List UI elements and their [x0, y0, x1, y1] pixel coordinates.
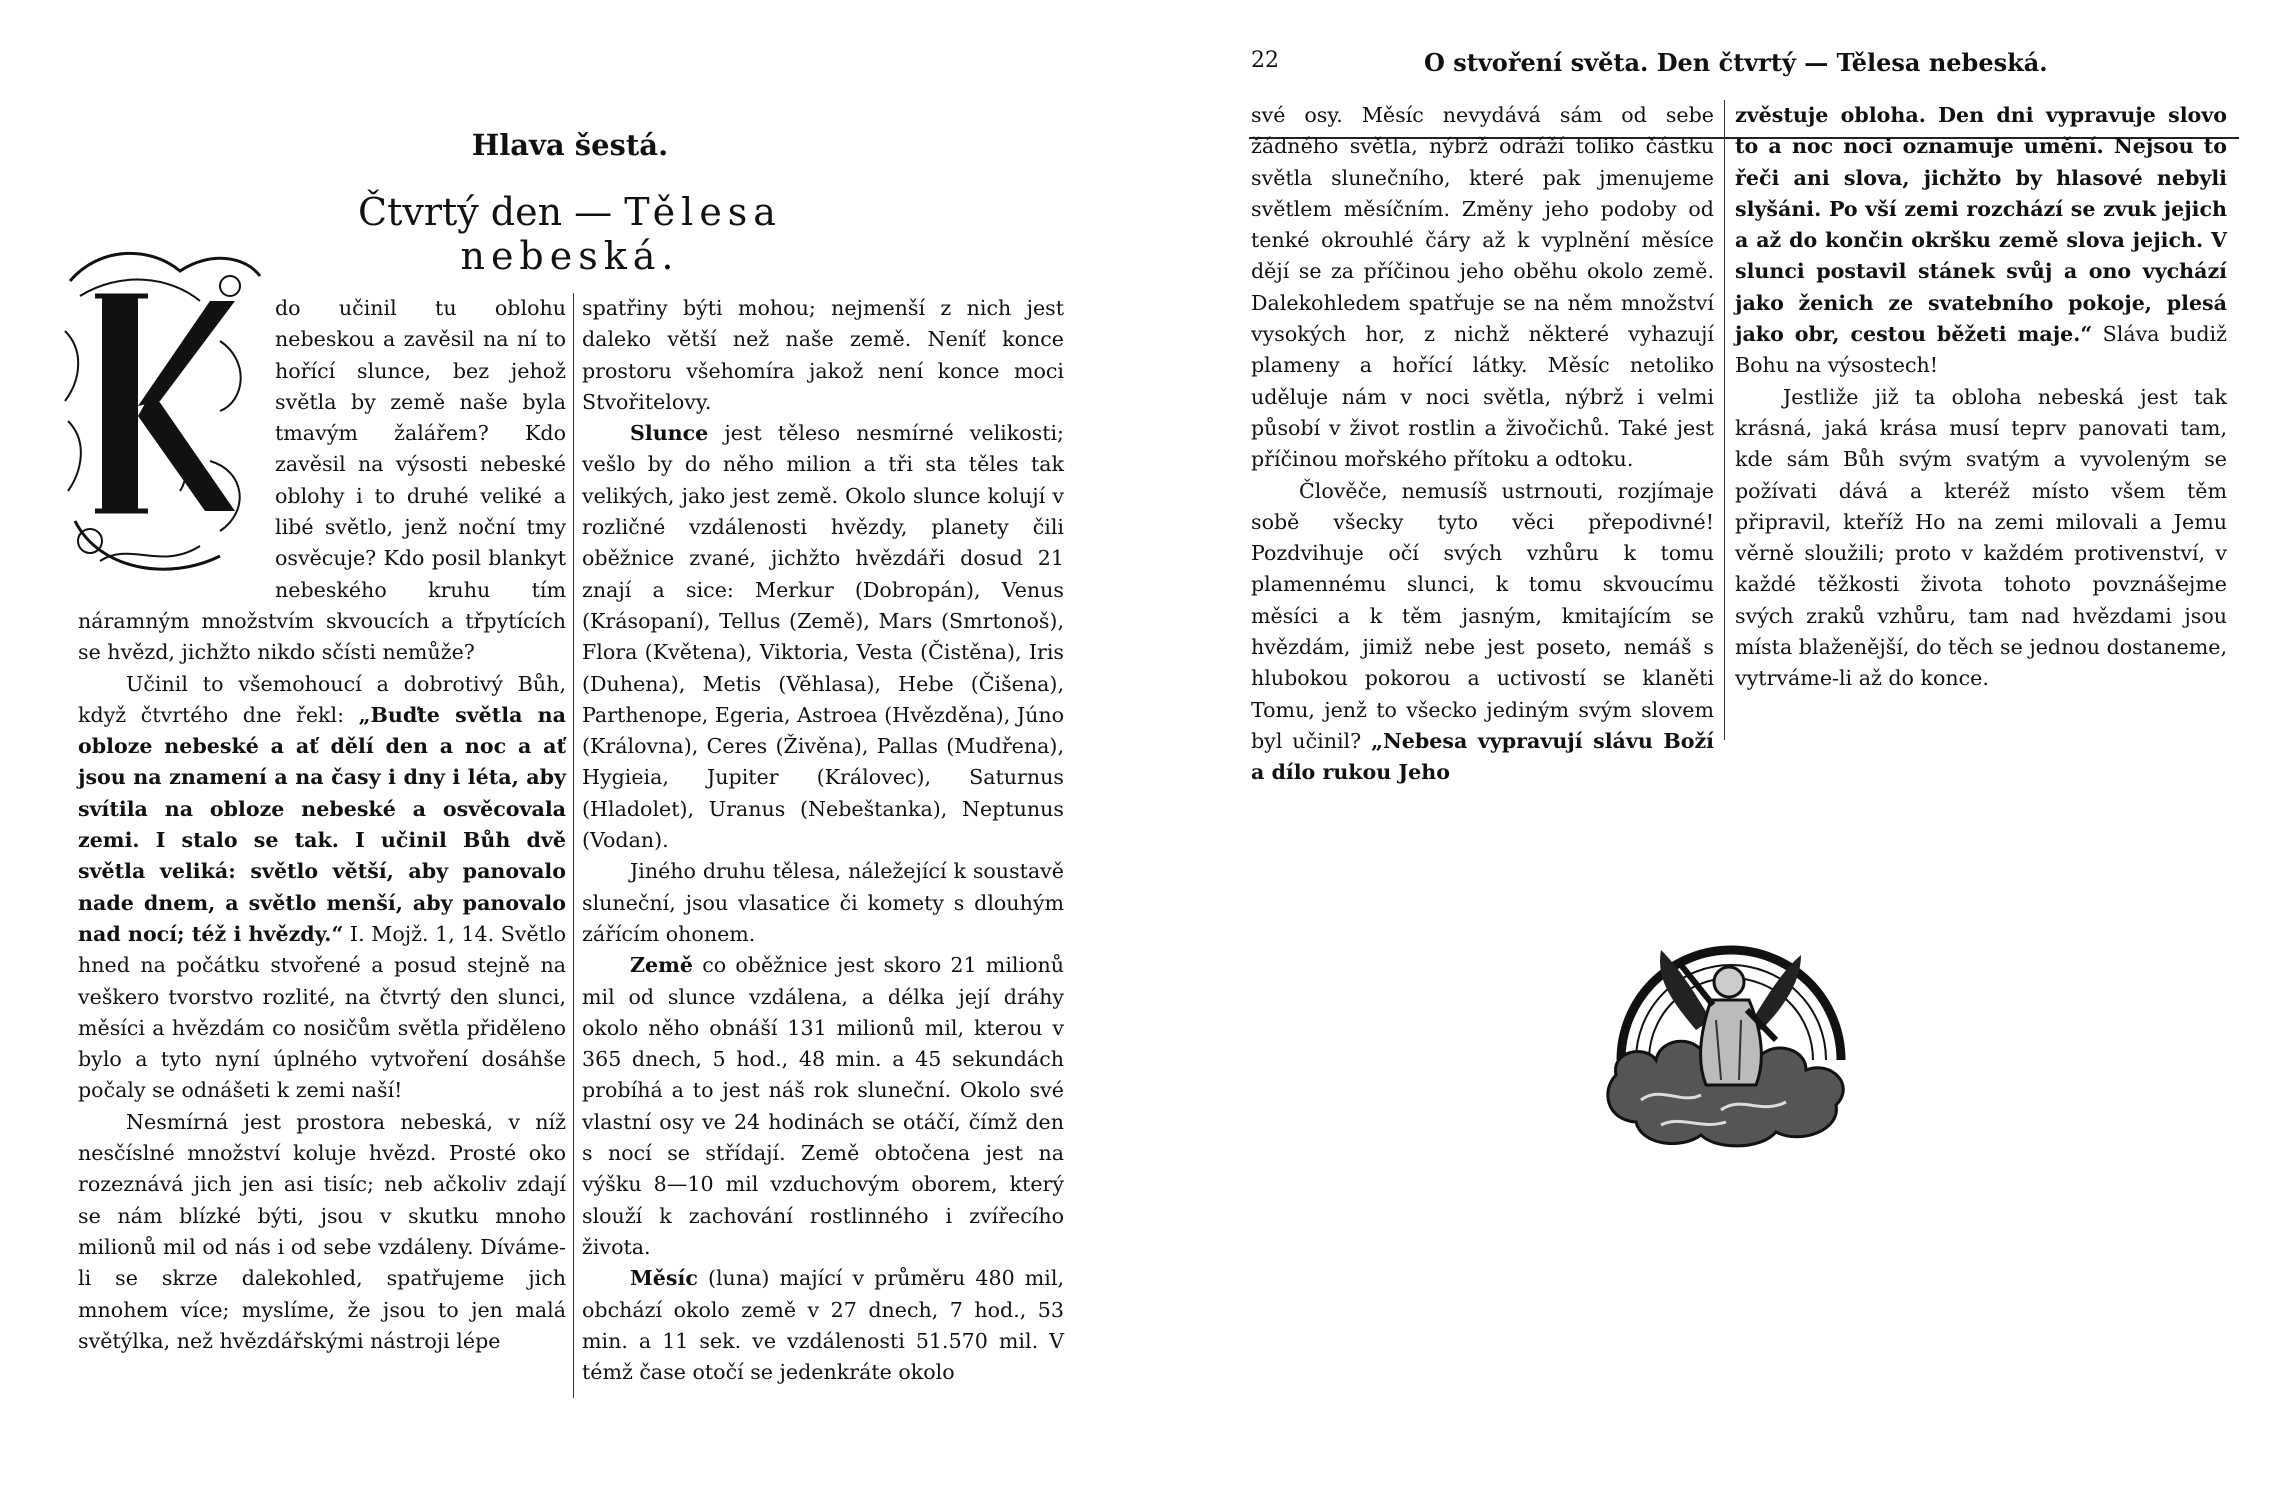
- paragraph-conclusion: Jestliže již ta obloha nebeská jest tak krásná, jaká krása musí teprv panovati tam, kde sám Bůh svým svatým a vyvoleným se požívati dává a kteréž místo všem těm připravil, kteříž Ho na zemi milovali a Jemu věrně sloužili; proto v každém protivenství, v každé těžkosti života tohoto povznášejme svých zraků vzhůru, tam nad hvězdami jsou místa blaženější, do těch se jednou dostaneme, vytrváme-li až do konce.: [1735, 384, 2227, 691]
- section-title: [270, 190, 870, 278]
- section-title-part-a: Čtvrtý den —: [358, 190, 613, 234]
- paragraph-comets: Jiného druhu tělesa, náležející k soustavě sluneční, jsou vlasatice či komety s dlouhým zářícím ohonem.: [582, 859, 1064, 946]
- paragraph-moon: [582, 1263, 1064, 1388]
- running-title: O stvoření světa. Den čtvrtý — Tělesa nebeská.: [1424, 48, 2048, 77]
- moon-text: (luna) mající v průměru 480 mil, obchází okolo země v 27 dnech, 7 hod., 53 min. a 11 sek. ve vzdálenosti 51.570 mil. V témž čase otočí se jedenkráte okolo: [582, 1266, 1064, 1385]
- sun-lead: Slunce: [630, 421, 709, 446]
- earth-text: co oběžnice jest skoro 21 milionů mil od slunce vzdálena, a délka její dráhy okolo něho obnáší 131 milionů mil, kterou v 365 dnech, 5 hod., 48 min. a 45 sekundách probíhá a to jest náš rok sluneční. Okolo své vlastní osy ve 24 hodinách se otáčí, čímž den s nocí se střídají. Země obtočena jest na výšku 8—10 mil vzduchovým oborem, který slouží k zachování rostlinného i zvířecího života.: [582, 953, 1064, 1259]
- paragraph-moon-continued: své osy. Měsíc nevydává sám od sebe žádného světla, nýbrž odráží toliko částku světla slunečního, které pak jmenujeme světlem měsíčním. Změny jeho podoby od tenké okrouhlé čáry až k vyplnění měsíce dějí se za příčinou jeho oběhu okolo země. Dalekohledem spatřuje se na něm množství vysokých hor, z nichž některé vyhazují plameny a hořící látky. Měsíc netoliko uděluje nám v noci světla, nýbrž i velmi působí v život rostlin a živočichů. Také jest příčinou mořského přítoku a odtoku.: [1251, 103, 1714, 472]
- page-number: 22: [1251, 48, 1279, 73]
- psalm-quote-end: zvěstuje obloha. Den dni vypravuje slovo to a noc noci oznamuje umění. Nejsou to řeči ani slova, jichžto by hlasové nebyli slyšáni. Po vší zemi rozchází se zvuk jejich a až do končin okršku země slova jejich. V slunci postavil stánek svůj a ono vychází jako ženich ze svatebního pokoje, plesá jako obr, cestou běžeti maje.“: [1735, 103, 2227, 347]
- moon-lead: Měsíc: [630, 1266, 698, 1291]
- earth-lead: Země: [630, 953, 694, 978]
- running-head: [1139, 48, 2239, 96]
- ornamental-initial-k-icon: [60, 241, 265, 586]
- genesis-commentary: I. Mojž. 1, 14. Světlo hned na počátku stvořené a posud stejně na veškero tvorstvo rozlité, na čtvrtý den slunci, měsíci a hvězdám co nosičům světla přiděleno bylo a tyto nyní úplného vytvoření dosáhše počaly se odnášeti k zemi naší!: [78, 921, 566, 1103]
- genesis-intro: Učinil to všemohoucí a dobrotivý Bůh, když čtvrtého dne řekl:: [78, 671, 566, 727]
- paragraph-opening-text: do učinil tu oblohu nebeskou a zavěsil na ní to hořící slunce, bez jehož světla by země naše byla tmavým žalářem? Kdo zavěsil na výsosti nebeské oblohy i to druhé veliké a libé světlo, jenž noční tmy osvěcuje? Kdo posil blankyt nebeského kruhu tím náramným množstvím skvoucích a třpytících se hvězd, jichžto nikdo sčísti nemůže?: [78, 296, 566, 665]
- column-divider-right: [1724, 100, 1725, 740]
- right-column-2: [1735, 100, 2227, 695]
- chapter-heading: Hlava šestá.: [471, 128, 669, 162]
- section-title-part-b: Tělesa nebeská.: [460, 190, 782, 278]
- right-page: [1139, 0, 2278, 1500]
- right-column-1: [1251, 100, 1714, 789]
- paragraph-sun: [582, 418, 1064, 856]
- left-column-1: [78, 293, 566, 1357]
- paragraph-genesis: [78, 669, 566, 1107]
- paragraph-exhortation: [1251, 476, 1714, 789]
- left-column-2: [582, 293, 1064, 1388]
- sun-text: jest těleso nesmírné velikosti; vešlo by do něho milion a tři sta těles tak velikých, jako jest země. Okolo slunce kolují v rozličné vzdálenosti hvězdy, planety čili oběžnice zvané, jichžto hvězdáři dosud 21 znají a sice: Merkur (Dobropán), Venus (Krásopaní), Tellus (Země), Mars (Smrtonoš), Flora (Květena), Viktoria, Vesta (Čistěna), Iris (Duhena), Metis (Věhlasa), Hebe (Čišena), Parthenope, Egeria, Astroea (Hvězděna), Júno (Královna), Ceres (Živěna), Pallas (Mudřena), Hygieia, Jupiter (Královec), Saturnus (Hladolet), Uranus (Nebeštanka), Neptunus (Vodan).: [582, 421, 1064, 853]
- exhortation-text: Člověče, nemusíš ustrnouti, rozjímaje sobě všecky tyto věci přepodivné! Pozdvihuje očí svých vzhůru k tomu plamennému slunci, k tomu skvoucímu měsíci a k těm jasným, kmitajícím se hvězdám, jimiž nebe jest poseto, nemáš s hlubokou pokorou a uctivostí se klaněti Tomu, jenž to všecko jediným svým slovem byl učinil?: [1251, 478, 1714, 753]
- paragraph-psalm: [1735, 100, 2227, 382]
- doxology: Sláva budiž Bohu na výsostech!: [1735, 322, 2227, 378]
- paragraph-opening: [78, 293, 566, 669]
- column-divider: [573, 293, 574, 1398]
- genesis-quote: „Buďte světla na obloze nebeské a ať dělí den a noc a ať jsou na znamení a na časy i dny i léta, aby svítila na obloze nebeské a osvěcovala zemi. I stalo se tak. I učinil Bůh dvě světla veliká: světlo větší, aby panovalo nade dnem, a světlo menší, aby panovalo nad nocí; též i hvězdy.“: [78, 702, 566, 946]
- paragraph-heavens: Nesmírná jest prostora nebeská, v níž nesčíslné množství koluje hvězd. Prosté oko rozeznává jich jen asi tisíc; neb ačkoliv zdají se nám blízké býti, jsou v skutku mnoho milionů mil od nás i od sebe vzdáleny. Díváme-li se skrze dalekohled, spatřujeme jich mnohem více; myslíme, že jsou to jen malá světýlka, než hvězdářskými nástroji lépe: [78, 1109, 566, 1353]
- paragraph-stars-continued: spatřiny býti mohou; nejmenší z nich jest daleko větší než naše země. Neníť konce prostoru všehomíra jakož není konce moci Stvořitelovy.: [582, 296, 1064, 414]
- angel-vignette-icon: [1601, 910, 1861, 1150]
- psalm-quote-start: „Nebesa vypravují slávu Boží a dílo rukou Jeho: [1251, 728, 1714, 785]
- paragraph-earth: [582, 950, 1064, 1263]
